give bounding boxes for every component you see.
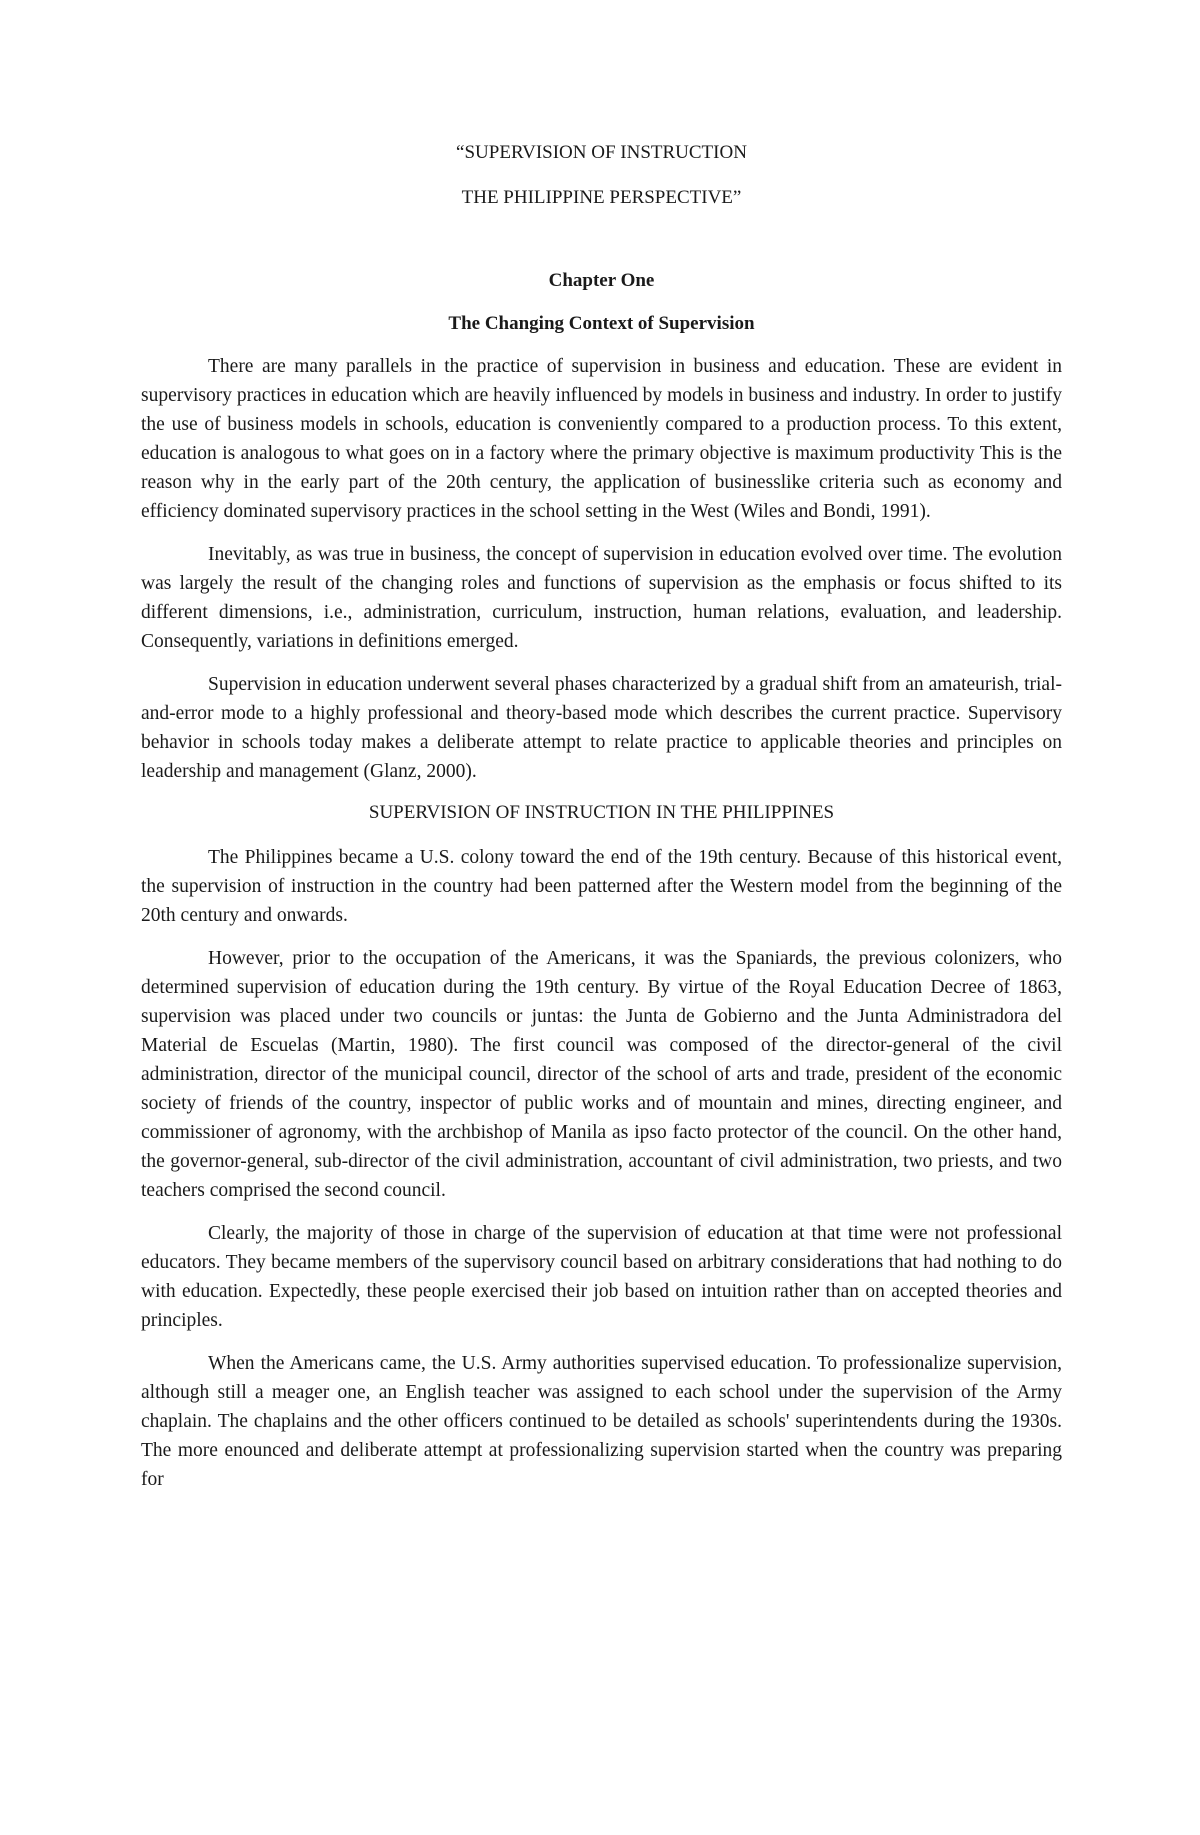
paragraph: However, prior to the occupation of the Americans, it was the Spaniards, the previous colonizers, who determined supervision of education during the 19th century. By virtue of the Royal Education Decree of 1863, supervision was placed under two councils or juntas: the Junta de Gobierno and the Junta Administradora del Material de Escuelas (Martin, 1980). The first council was composed of the director-general of the civil administration, director of the municipal council, director of the school of arts and trade, president of the economic society of friends of the country, inspector of public works and of mountain and mines, directing engineer, and commissioner of agronomy, with the archbishop of Manila as ipso facto protector of the council. On the other hand, the governor-general, sub-director of the civil administration, accountant of civil administration, two priests, and two teachers comprised the second council. [141,948,1062,1201]
chapter-label: Chapter One [548,270,655,291]
paragraph: The Philippines became a U.S. colony toward the end of the 19th century. Because of this historical event, the supervision of instruction in the country had been patterned after the Western model from the beginning of the 20th century and onwards. [141,847,1062,926]
document-title-line-2: THE PHILIPPINE PERSPECTIVE” [461,187,742,208]
paragraph: There are many parallels in the practice of supervision in business and education. These are evident in supervisory practices in education which are heavily influenced by models in business and industry. In order to justify the use of business models in schools, education is conveniently compared to a production process. To this extent, education is analogous to what goes on in a factory where the primary objective is maximum productivity This is the reason why in the early part of the 20th century, the application of businesslike criteria such as economy and efficiency dominated supervisory practices in the school setting in the West (Wiles and Bondi, 1991). [141,356,1062,522]
chapter-title: The Changing Context of Supervision [448,313,755,334]
paragraph: Clearly, the majority of those in charge of the supervision of education at that time were not professional educators. They became members of the supervisory council based on arbitrary considerations that had nothing to do with education. Expectedly, these people exercised their job based on intuition rather than on accepted theories and principles. [141,1223,1062,1331]
paragraph: Supervision in education underwent several phases characterized by a gradual shift from an amateurish, trial-and-error mode to a highly professional and theory-based mode which describes the current practice. Supervisory behavior in schools today makes a deliberate attempt to relate practice to applicable theories and principles on leadership and management (Glanz, 2000). [141,674,1062,782]
paragraph: When the Americans came, the U.S. Army authorities supervised education. To professionalize supervision, although still a meager one, an English teacher was assigned to each school under the supervision of the Army chaplain. The chaplains and the other officers continued to be detailed as schools' superintendents during the 1930s. The more enounced and deliberate attempt at professionalizing supervision started when the country was preparing for [141,1353,1062,1490]
section-heading: SUPERVISION OF INSTRUCTION IN THE PHILIPPINES [368,802,835,823]
paragraph: Inevitably, as was true in business, the concept of supervision in education evolved over time. The evolution was largely the result of the changing roles and functions of supervision as the emphasis or focus shifted to its different dimensions, i.e., administration, curriculum, instruction, human relations, evaluation, and leadership. Consequently, variations in definitions emerged. [141,544,1062,652]
document-page [141,140,1062,1508]
document-title-line-1: “SUPERVISION OF INSTRUCTION [456,142,747,163]
